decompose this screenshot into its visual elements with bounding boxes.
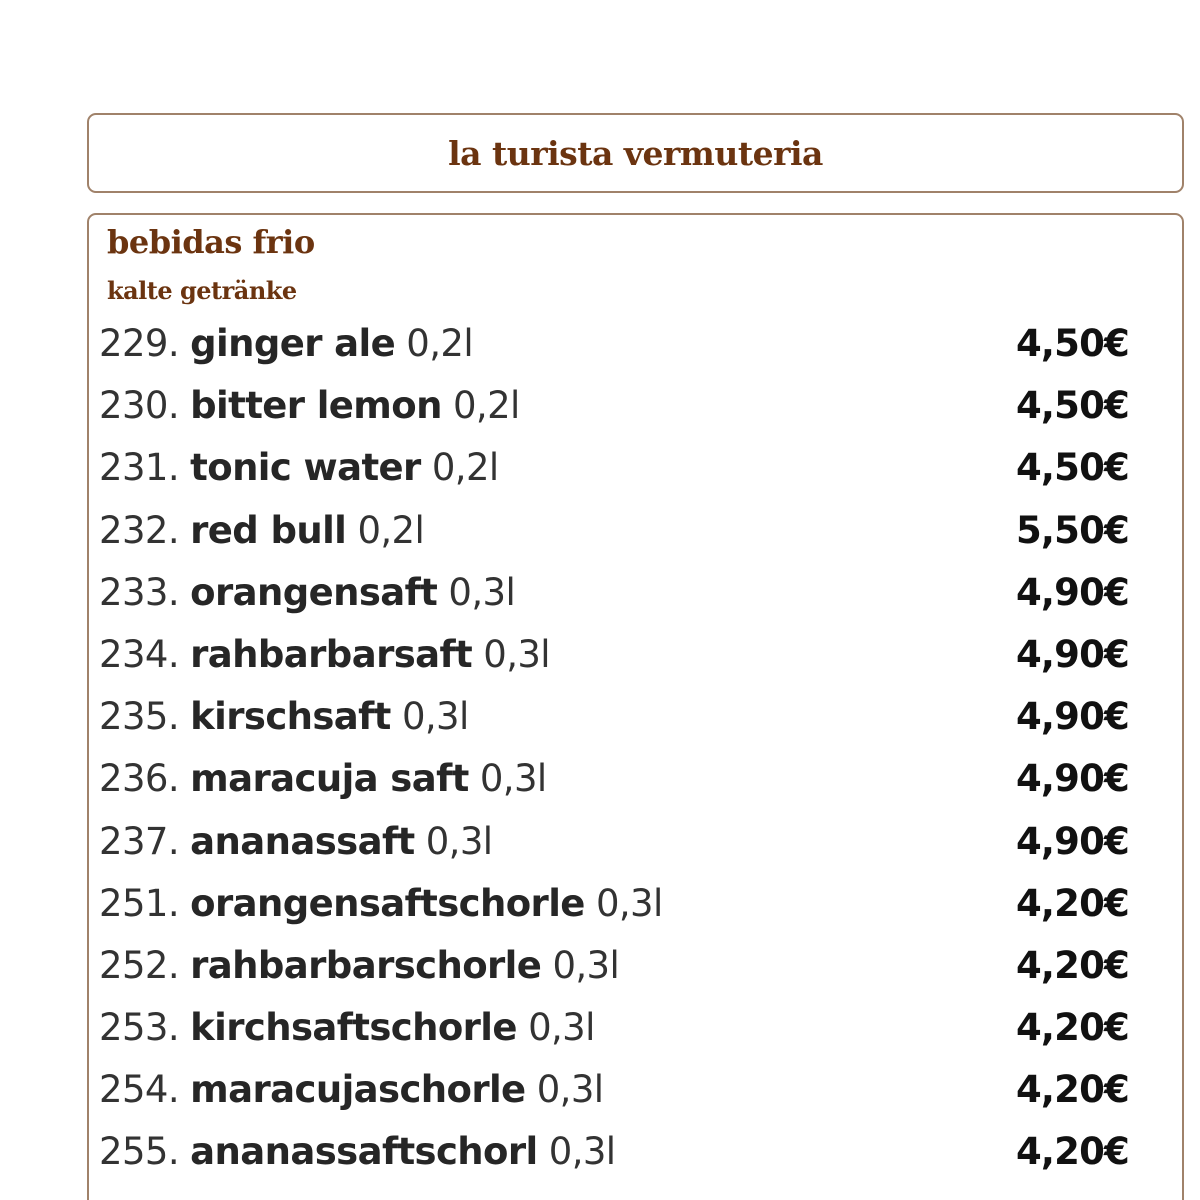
- menu-item-name: orangensaft: [190, 570, 438, 614]
- menu-item-price: 4,50€: [1015, 322, 1129, 365]
- menu-item: [99, 814, 1129, 876]
- menu-item-name: red bull: [190, 508, 347, 552]
- menu-item-volume: 0,3l: [448, 570, 516, 614]
- menu-item: [99, 938, 1129, 1000]
- section-title: bebidas frio: [107, 223, 315, 261]
- menu-item-list: [99, 316, 1129, 1187]
- menu-item-name: maracuja saft: [190, 757, 469, 801]
- menu-item-price: 4,20€: [1015, 943, 1129, 987]
- menu-item-description: [99, 509, 424, 552]
- menu-item-volume: 0,3l: [401, 695, 469, 739]
- menu-item-number: 253.: [99, 1006, 179, 1050]
- menu-item-description: [99, 571, 515, 614]
- menu-item-description: [99, 322, 473, 365]
- menu-item-description: [99, 695, 469, 738]
- menu-item-price: 4,20€: [1015, 1006, 1129, 1050]
- menu-item-volume: 0,2l: [357, 508, 425, 552]
- menu-item-price: 4,90€: [1015, 819, 1129, 863]
- menu-item: [99, 689, 1129, 751]
- menu-item: [99, 565, 1129, 627]
- menu-item-number: 229.: [99, 322, 179, 365]
- menu-item: [99, 1062, 1129, 1124]
- menu-item-volume: 0,3l: [595, 881, 663, 925]
- menu-item-number: 231.: [99, 446, 179, 490]
- menu-item-number: 234.: [99, 632, 179, 676]
- menu-item-volume: 0,2l: [452, 384, 520, 428]
- menu-item-description: [99, 1130, 616, 1173]
- menu-item-number: 252.: [99, 943, 179, 987]
- menu-item-volume: 0,2l: [406, 322, 474, 365]
- menu-item-price: 4,90€: [1015, 632, 1129, 676]
- menu-item-description: [99, 446, 499, 489]
- menu-item-number: 232.: [99, 508, 179, 552]
- header-banner: [87, 113, 1184, 193]
- menu-item-name: ananassaft: [190, 819, 415, 863]
- menu-item-number: 233.: [99, 570, 179, 614]
- menu-item-number: 251.: [99, 881, 179, 925]
- menu-item: [99, 316, 1129, 378]
- menu-item-number: 235.: [99, 695, 179, 739]
- menu-item-volume: 0,3l: [479, 757, 547, 801]
- menu-item-name: tonic water: [190, 446, 421, 490]
- menu-item-name: ginger ale: [190, 322, 396, 365]
- menu-item: [99, 1000, 1129, 1062]
- menu-item-price: 4,20€: [1015, 1068, 1129, 1112]
- menu-item-description: [99, 757, 547, 800]
- menu-item-volume: 0,3l: [548, 1130, 616, 1174]
- menu-item: [99, 876, 1129, 938]
- menu-item-volume: 0,3l: [483, 632, 550, 676]
- menu-item-name: rahbarbarsaft: [190, 632, 473, 676]
- menu-item-description: [99, 944, 619, 987]
- menu-section-cold-drinks: [87, 213, 1184, 1200]
- menu-item-number: 255.: [99, 1130, 179, 1174]
- menu-item-name: kirchsaftschorle: [190, 1006, 517, 1050]
- menu-item: [99, 751, 1129, 813]
- restaurant-name: la turista vermuteria: [448, 133, 823, 173]
- menu-item-name: maracujaschorle: [190, 1068, 526, 1112]
- menu-item-price: 4,90€: [1015, 757, 1129, 801]
- menu-item-name: kirschsaft: [190, 695, 391, 739]
- menu-item: [99, 503, 1129, 565]
- menu-item-description: [99, 1006, 595, 1049]
- menu-item-price: 4,50€: [1015, 446, 1129, 490]
- menu-item-description: [99, 882, 663, 925]
- menu-item-volume: 0,3l: [528, 1006, 595, 1050]
- section-subtitle: kalte getränke: [107, 276, 297, 305]
- menu-item-number: 236.: [99, 757, 179, 801]
- menu-item-volume: 0,3l: [425, 819, 493, 863]
- menu-item-name: orangensaftschorle: [190, 881, 585, 925]
- menu-item-number: 237.: [99, 819, 179, 863]
- menu-item-description: [99, 384, 520, 427]
- menu-item-number: 254.: [99, 1068, 179, 1112]
- menu-item-price: 4,50€: [1015, 384, 1129, 428]
- menu-item-description: [99, 633, 550, 676]
- menu-item-name: rahbarbarschorle: [190, 943, 542, 987]
- menu-item-description: [99, 820, 492, 863]
- menu-item-number: 230.: [99, 384, 179, 428]
- menu-item-volume: 0,2l: [431, 446, 499, 490]
- menu-item-name: bitter lemon: [190, 384, 442, 428]
- menu-item-name: ananassaftschorl: [190, 1130, 538, 1174]
- menu-item: [99, 378, 1129, 440]
- menu-item-price: 4,90€: [1015, 695, 1129, 739]
- menu-item-volume: 0,3l: [536, 1068, 604, 1112]
- menu-item: [99, 440, 1129, 502]
- menu-item: [99, 1124, 1129, 1186]
- menu-item-price: 5,50€: [1015, 508, 1129, 552]
- menu-item-price: 4,20€: [1015, 1130, 1129, 1174]
- menu-item: [99, 627, 1129, 689]
- menu-item-description: [99, 1068, 603, 1111]
- menu-item-volume: 0,3l: [552, 943, 620, 987]
- menu-item-price: 4,90€: [1015, 570, 1129, 614]
- menu-item-price: 4,20€: [1015, 881, 1129, 925]
